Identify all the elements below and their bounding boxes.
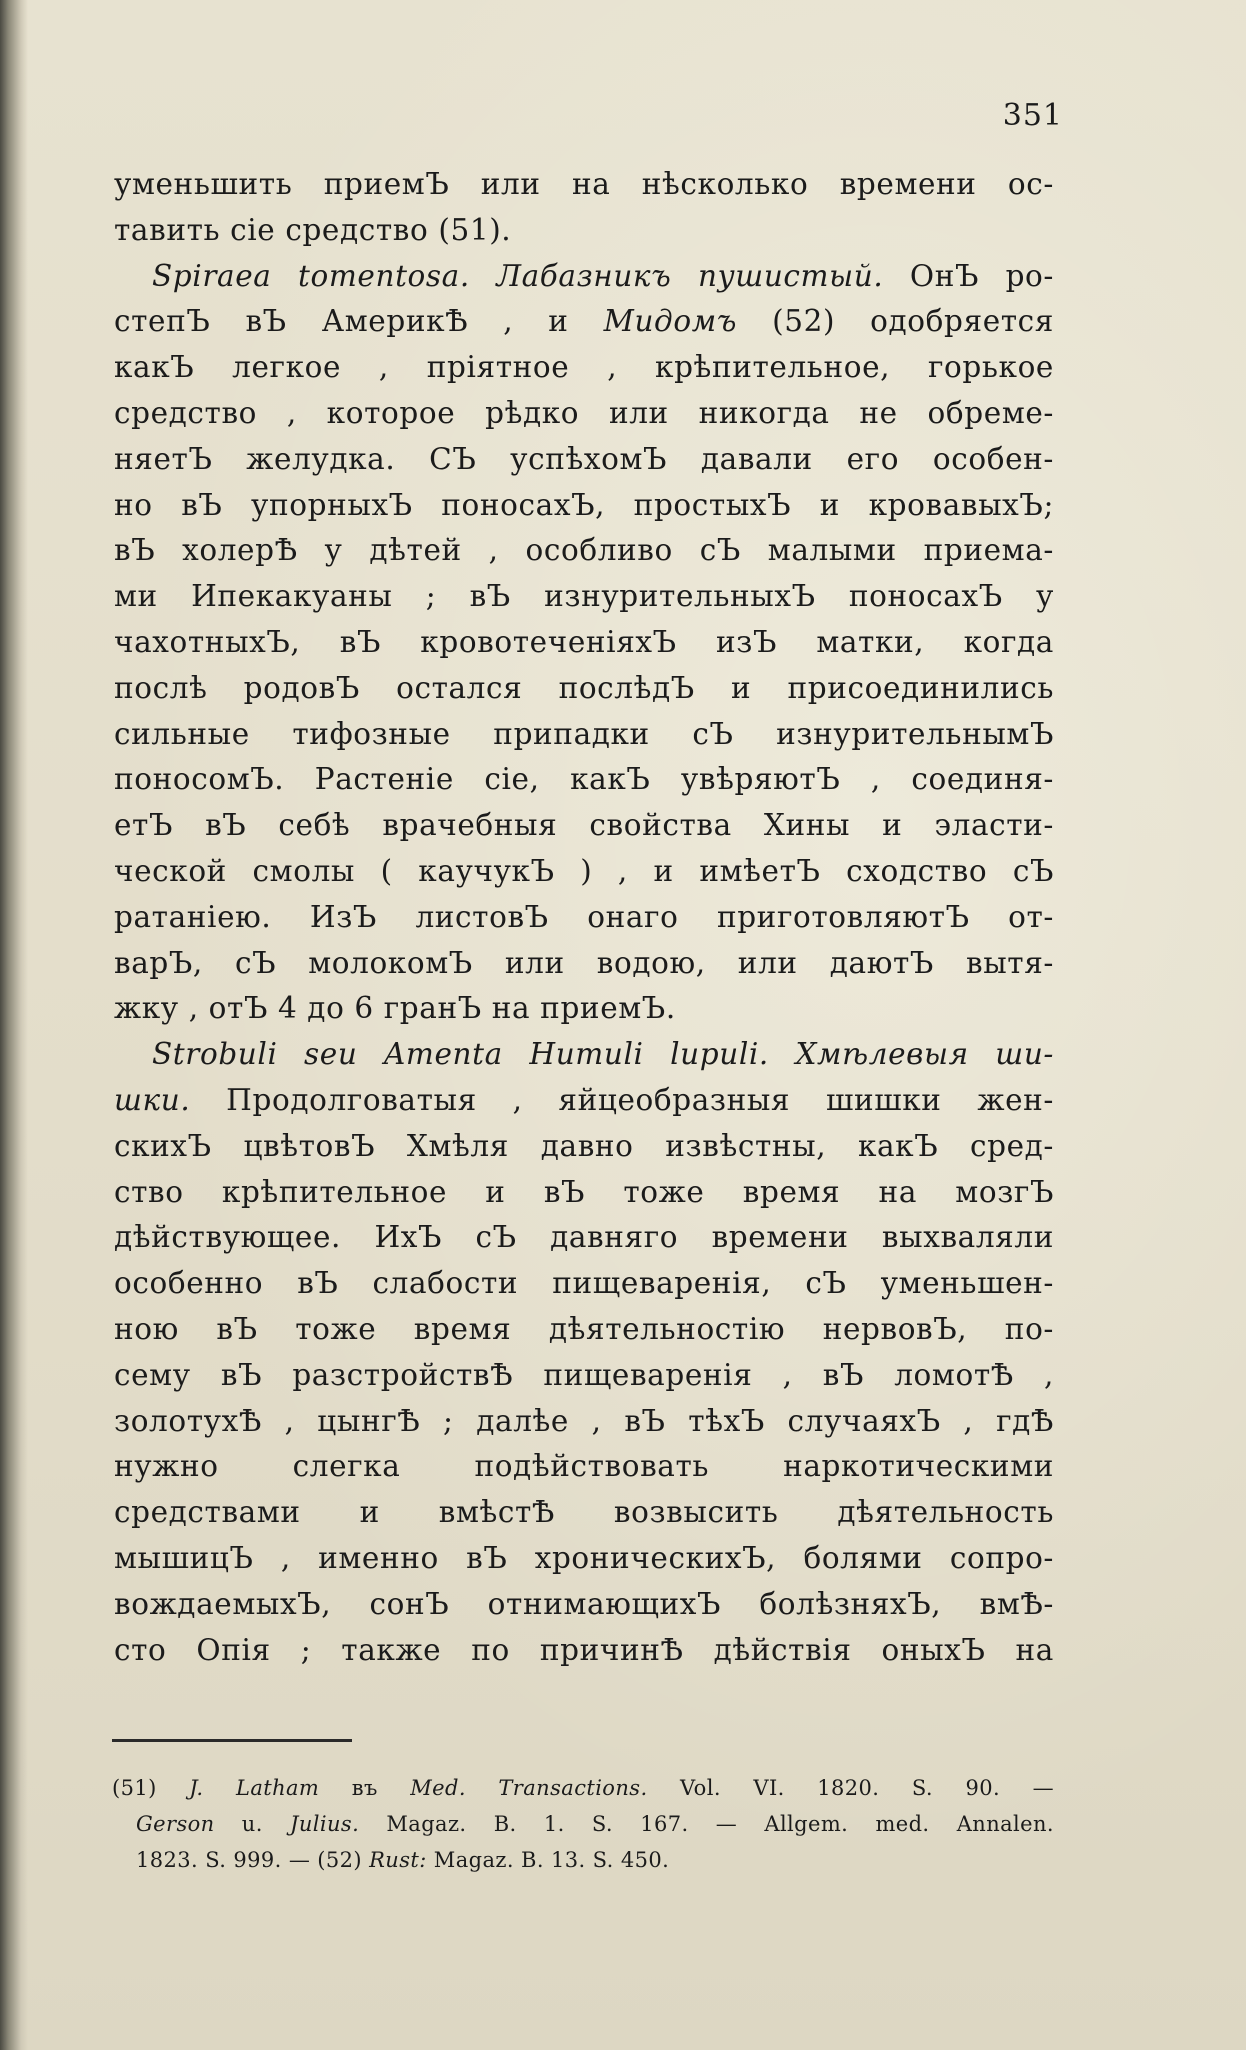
text-segment: мышицЪ , именно вЪ хроническихЪ, болями сопро- <box>114 1540 1054 1575</box>
page-gutter-shadow <box>0 0 28 2050</box>
text-line <box>114 1582 1054 1628</box>
text-segment: ческой смолы ( каучукЪ ) , и имѣетЪ сходство сЪ <box>114 853 1054 888</box>
text-segment: золотухѢ , цынгѢ ; далѣе , вЪ тѣхЪ случаяхЪ , гдѢ <box>114 1403 1054 1438</box>
text-segment: какЪ легкое , пріятное , крѣпительное, горькое <box>114 350 1054 385</box>
text-segment: сильные тифозные припадки сЪ изнурительнымЪ <box>114 716 1054 751</box>
footnote-line <box>112 1770 1054 1806</box>
text-line <box>114 208 1054 254</box>
text-line <box>114 620 1054 666</box>
text-line <box>114 1032 1054 1078</box>
text-line <box>114 345 1054 391</box>
text-line <box>114 803 1054 849</box>
text-segment: сто Опія ; также по причинѢ дѣйствія оныхЪ на <box>114 1632 1054 1667</box>
text-segment: (52) одобряется <box>737 304 1054 339</box>
text-segment: Magaz. B. 13. S. 450. <box>426 1848 670 1872</box>
text-segment: ми Ипекакуаны ; вЪ изнурительныхЪ поносахЪ у <box>114 579 1054 614</box>
text-line <box>114 1399 1054 1445</box>
text-line <box>114 483 1054 529</box>
italic-text: шки. <box>114 1082 191 1117</box>
text-line <box>114 986 1054 1032</box>
text-segment: няетЪ желудка. СЪ успѣхомЪ давали его особен- <box>114 441 1054 476</box>
text-segment: вЪ холерѢ у дѣтей , особливо сЪ малыми приема- <box>114 533 1054 568</box>
text-line <box>114 941 1054 987</box>
text-line <box>114 1078 1054 1124</box>
text-segment: етЪ вЪ себѣ врачебныя свойства Хины и эласти- <box>114 808 1054 843</box>
text-segment: сему вЪ разстройствѢ пищеваренія , вЪ ломотѢ , <box>114 1357 1054 1392</box>
text-line <box>114 1353 1054 1399</box>
text-line <box>114 1124 1054 1170</box>
italic-text: Rust: <box>369 1848 427 1872</box>
footnote-line <box>136 1806 1054 1842</box>
text-segment: 1823. S. 999. — (52) <box>136 1848 370 1872</box>
text-segment: средство , которое рѣдко или никогда не обреме- <box>114 395 1054 430</box>
text-segment: Продолговатыя , яйцеобразныя шишки жен- <box>190 1082 1054 1117</box>
italic-text: Gerson <box>136 1812 215 1836</box>
page-number: 351 <box>1002 98 1063 133</box>
text-line <box>114 1628 1054 1674</box>
text-line <box>114 391 1054 437</box>
italic-text: J. Latham <box>189 1776 320 1800</box>
text-segment: Vol. VI. 1820. S. 90. — <box>647 1776 1054 1800</box>
text-line <box>114 162 1054 208</box>
text-segment: ною вЪ тоже время дѣятельностію нервовЪ, по- <box>114 1311 1054 1346</box>
text-line <box>114 437 1054 483</box>
italic-text: Med. Transactions. <box>410 1776 648 1800</box>
text-segment: поносомЪ. Растеніе сіе, какЪ увѣряютЪ , соединя- <box>114 762 1054 797</box>
text-segment: варЪ, сЪ молокомЪ или водою, или даютЪ вытя- <box>114 945 1054 980</box>
text-line <box>114 1215 1054 1261</box>
text-segment: средствами и вмѣстѢ возвысить дѣятельность <box>114 1495 1054 1530</box>
text-segment: особенно вЪ слабости пищеваренія, сЪ уменьшен- <box>114 1266 1054 1301</box>
text-segment: дѣйствующее. ИхЪ сЪ давняго времени выхваляли <box>114 1220 1054 1255</box>
footnotes-block <box>112 1770 1054 1878</box>
text-line <box>114 666 1054 712</box>
text-line <box>114 1170 1054 1216</box>
footnote-line <box>136 1842 1054 1878</box>
text-line <box>114 1261 1054 1307</box>
italic-text: Мидомъ <box>603 304 738 339</box>
italic-text: Spiraea tomentosa. Лабазникъ пушистый. <box>152 258 884 293</box>
text-segment: ратаніею. ИзЪ листовЪ онаго приготовляютЪ от- <box>114 899 1054 934</box>
text-line <box>114 757 1054 803</box>
text-line <box>114 299 1054 345</box>
text-line <box>114 1490 1054 1536</box>
text-line <box>114 895 1054 941</box>
text-segment: скихЪ цвѣтовЪ Хмѣля давно извѣстны, какЪ сред- <box>114 1128 1054 1163</box>
text-segment: ОнЪ ро- <box>883 258 1054 293</box>
text-segment: но вЪ упорныхЪ поносахЪ, простыхЪ и кровавыхЪ; <box>114 487 1054 522</box>
text-segment: Magaz. B. 1. S. 167. — Allgem. med. Annalen. <box>359 1812 1054 1836</box>
text-line <box>114 574 1054 620</box>
text-segment: степЪ вЪ АмерикѢ , и <box>114 304 604 339</box>
text-segment: ство крѣпительное и вЪ тоже время на мозгЪ <box>114 1174 1054 1209</box>
text-line <box>114 849 1054 895</box>
footnote-separator-rule <box>112 1739 352 1742</box>
text-line <box>114 1536 1054 1582</box>
text-line <box>114 1444 1054 1490</box>
text-segment: u. <box>214 1812 291 1836</box>
text-line <box>114 528 1054 574</box>
text-segment: чахотныхЪ, вЪ кровотеченіяхЪ изЪ матки, когда <box>114 624 1054 659</box>
text-segment: (51) <box>112 1776 190 1800</box>
text-segment: вождаемыхЪ, сонЪ отнимающихЪ болѣзняхЪ, вмѢ- <box>114 1586 1054 1621</box>
text-line <box>114 1307 1054 1353</box>
italic-text: Julius. <box>290 1812 360 1836</box>
main-text-block <box>114 162 1054 1673</box>
text-segment: тавить сіе средство (51). <box>114 212 512 247</box>
text-segment: послѣ родовЪ остался послѣдЪ и присоединились <box>114 670 1054 705</box>
text-segment: уменьшить приемЪ или на нѣсколько времени ос- <box>114 167 1054 201</box>
text-segment: нужно слегка подѣйствовать наркотическими <box>114 1449 1054 1484</box>
text-line <box>114 254 1054 300</box>
text-line <box>114 712 1054 758</box>
italic-text: Strobuli seu Amenta Humuli lupuli. Хмѣлевыя ши- <box>152 1037 1054 1072</box>
text-segment: жку , отЪ 4 до 6 гранЪ на приемЪ. <box>114 991 676 1026</box>
text-segment: въ <box>319 1776 411 1800</box>
